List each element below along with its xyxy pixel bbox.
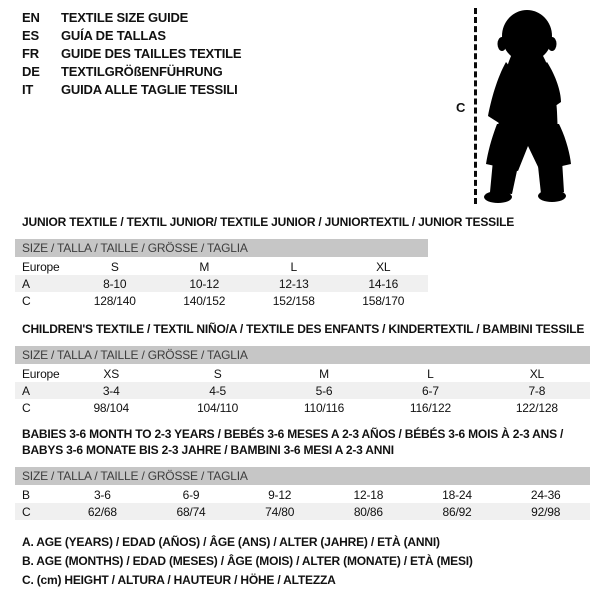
language-row (22, 63, 241, 81)
cell: 86/92 (442, 504, 472, 519)
size-header-bar: SIZE / TALLA / TAILLE / GRÖSSE / TAGLIA (15, 346, 590, 364)
cell: 8-10 (103, 276, 127, 291)
cell: L (427, 366, 434, 381)
row-label: B (22, 487, 30, 502)
note-age-years: A. AGE (YEARS) / EDAD (AÑOS) / ÂGE (ANS) / ALTER (JAHRE) / ETÀ (ANNI) (22, 535, 440, 549)
cell: 18-24 (442, 487, 472, 502)
cell: 3-4 (102, 383, 120, 398)
babies-size-table (15, 426, 590, 520)
cell: S (110, 259, 119, 274)
table-title-line1: BABIES 3-6 MONTH TO 2-3 YEARS / BEBÉS 3-6 MESES A 2-3 AÑOS / BÉBÉS 3-6 MOIS À 2-3 ANS / (22, 427, 564, 441)
table-row-age-months (15, 486, 590, 503)
height-measure-line (474, 8, 477, 204)
table-title: CHILDREN'S TEXTILE / TEXTIL NIÑO/A / TEXTILE DES ENFANTS / KINDERTEXTIL / BAMBINI TESSILE (22, 322, 585, 336)
cell: 24-36 (530, 487, 561, 502)
size-header-bar: SIZE / TALLA / TAILLE / GRÖSSE / TAGLIA (15, 467, 590, 485)
cell: 14-16 (368, 276, 399, 291)
table-row-age (15, 275, 428, 292)
size-header-bar: SIZE / TALLA / TAILLE / GRÖSSE / TAGLIA (15, 239, 428, 257)
table-row-europe (15, 365, 590, 382)
cell: XL (376, 259, 391, 274)
cell: 122/128 (515, 400, 558, 415)
height-figure (450, 0, 600, 212)
cell: 68/74 (176, 504, 206, 519)
language-row (22, 81, 241, 99)
cell: 158/170 (362, 293, 405, 308)
row-label: A (22, 276, 30, 291)
language-code: IT (22, 82, 34, 97)
cell: 9-12 (268, 487, 292, 502)
cell: 12-18 (353, 487, 384, 502)
table-title: JUNIOR TEXTILE / TEXTIL JUNIOR/ TEXTILE JUNIOR / JUNIORTEXTIL / JUNIOR TESSILE (22, 215, 515, 229)
legend-notes (22, 533, 473, 590)
cell: 80/86 (353, 504, 383, 519)
cell: 140/152 (183, 293, 226, 308)
language-title: TEXTILGRÖßENFÜHRUNG (61, 64, 223, 79)
table-row-europe (15, 258, 428, 275)
cell: L (290, 259, 297, 274)
language-row (22, 45, 241, 63)
table-row-height (15, 503, 590, 520)
language-code: ES (22, 28, 39, 43)
cell: 92/98 (531, 504, 561, 519)
note-height-cm: C. (cm) HEIGHT / ALTURA / HAUTEUR / HÖHE / ALTEZZA (22, 573, 336, 587)
cell: 98/104 (93, 400, 129, 415)
table-row-height (15, 292, 428, 309)
row-label: C (22, 400, 31, 415)
cell: 62/68 (87, 504, 117, 519)
cell: XS (103, 366, 119, 381)
row-label: C (22, 293, 31, 308)
junior-size-table (15, 214, 515, 309)
cell: XL (529, 366, 544, 381)
row-label: C (22, 504, 31, 519)
language-title: GUIDE DES TAILLES TEXTILE (61, 46, 242, 61)
cell: 5-6 (315, 383, 333, 398)
row-label: Europe (22, 259, 60, 274)
language-row (22, 9, 241, 27)
cell: 3-6 (93, 487, 111, 502)
cell: M (319, 366, 329, 381)
language-row (22, 27, 241, 45)
language-code: FR (22, 46, 39, 61)
cell: 7-8 (528, 383, 546, 398)
table-title-line2: BABYS 3-6 MONATE BIS 2-3 JAHRE / BAMBINI 3-6 MESI A 2-3 ANNI (22, 443, 394, 457)
children-size-table (15, 321, 590, 416)
table-row-height (15, 399, 590, 416)
language-title: TEXTILE SIZE GUIDE (61, 10, 189, 25)
cell: 116/122 (409, 400, 451, 415)
height-measure-label: C (456, 100, 466, 115)
language-code: DE (22, 64, 40, 79)
cell: 4-5 (209, 383, 226, 398)
cell: 12-13 (278, 276, 309, 291)
cell: 74/80 (265, 504, 295, 519)
cell: 128/140 (93, 293, 136, 308)
cell: 6-7 (422, 383, 439, 398)
language-title: GUÍA DE TALLAS (61, 28, 166, 43)
language-code: EN (22, 10, 40, 25)
language-title-list (22, 9, 241, 99)
cell: 104/110 (197, 400, 239, 415)
row-label: Europe (22, 366, 60, 381)
cell: S (213, 366, 222, 381)
cell: 10-12 (189, 276, 220, 291)
cell: 6-9 (182, 487, 200, 502)
language-title: GUIDA ALLE TAGLIE TESSILI (61, 82, 238, 97)
note-age-months: B. AGE (MONTHS) / EDAD (MESES) / ÂGE (MOIS) / ALTER (MONATE) / ETÀ (MESI) (22, 554, 473, 568)
cell: M (199, 259, 210, 274)
row-label: A (22, 383, 30, 398)
table-row-age (15, 382, 590, 399)
cell: 110/116 (303, 400, 345, 415)
toddler-silhouette-icon (481, 8, 576, 208)
cell: 152/158 (272, 293, 315, 308)
